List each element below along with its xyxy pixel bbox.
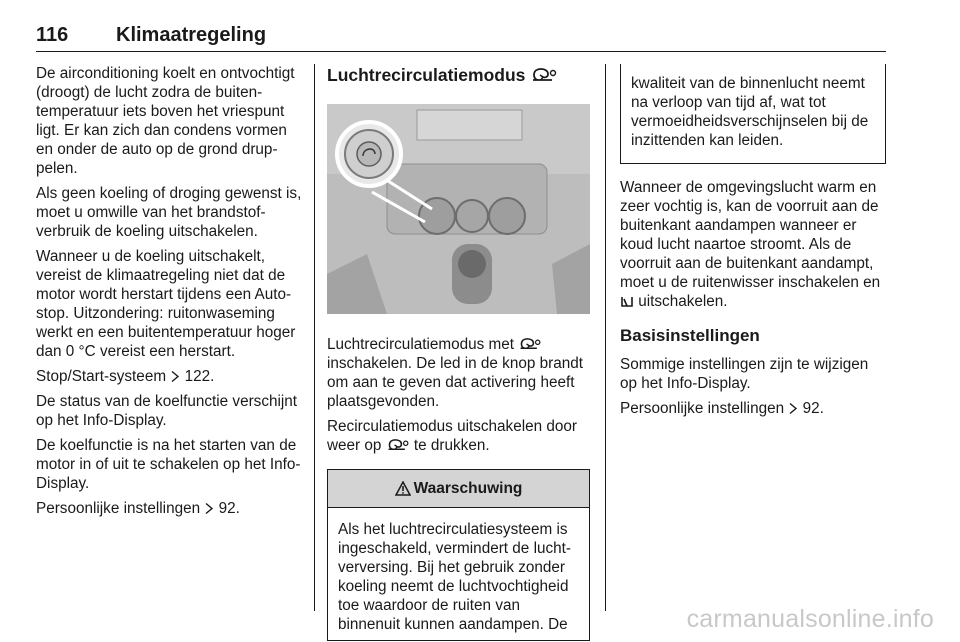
cross-reference-personal-settings[interactable] (36, 499, 302, 518)
watermark-text: carmanualsonline.info (686, 605, 934, 633)
ref-page: 122. (184, 368, 215, 385)
ref-page: 92. (218, 500, 240, 517)
paragraph-part: Recirculatiemodus uitschakelen door weer op (327, 418, 577, 454)
ref-page: 92. (802, 400, 824, 417)
page-reference-arrow-icon (170, 370, 180, 383)
warning-title: Waarschuwing (413, 480, 523, 497)
paragraph-part: inschakelen. De led in de knop brandt om aan te geven dat activering heeft plaatsgevonden. (327, 355, 583, 410)
header-rule (36, 51, 886, 52)
section-heading: Basisinstellingen (620, 326, 760, 345)
recirculation-icon (518, 337, 542, 351)
windscreen-wiper-icon (620, 295, 634, 308)
paragraph-part: Wanneer de omgevingslucht warm en zeer vochtig is, kan de voorruit aan de buitenkant aandampen wanneer er koud lucht naartoe stroomt. Als de voorruit aan de buitenkant aandampt, moet u de ruitenwisser inschakelen en (620, 179, 881, 291)
ref-label: Persoonlijke instellingen (620, 400, 785, 417)
page-reference-arrow-icon (204, 502, 214, 515)
paragraph: De airconditioning koelt en ontvochtigt (droogt) de lucht zodra de buitentemperatuur iets boven het vriespunt ligt. Er kan zich dan condens vormen en onder de auto op de grond druppelen. (36, 65, 295, 177)
paragraph-part: Luchtrecirculatiemodus met (327, 336, 515, 353)
paragraph: Wanneer u de koeling uitschakelt, vereist de klimaatregeling niet dat de motor wordt herstart tijdens een Auto-stop. Uitzondering: ruitonwaseming werkt en een buitentemperatuur hoger dan 0 °C vereist een herstart. (36, 248, 296, 360)
cross-reference-personal-settings[interactable] (620, 399, 886, 418)
page-reference-arrow-icon (788, 402, 798, 415)
warning-triangle-icon (395, 481, 411, 496)
paragraph: Als geen koeling of droging gewenst is, moet u omwille van het brandstofverbruik de koeling uitschakelen. (36, 185, 302, 240)
warning-text-continued: kwaliteit van de binnenlucht neemt na verloop van tijd af, wat tot vermoeidheidsverschijnselen bij de inzittenden kan leiden. (631, 75, 869, 149)
climate-control-panel-illustration (327, 104, 590, 314)
recirculation-icon (386, 438, 410, 452)
column-divider-2 (605, 64, 606, 611)
page-header (36, 24, 886, 50)
column-divider-1 (314, 64, 315, 611)
paragraph-part: uitschakelen. (638, 293, 728, 310)
paragraph: Sommige instellingen zijn te wijzigen op het Info-Display. (620, 356, 869, 392)
ref-label: Persoonlijke instellingen (36, 500, 201, 517)
section-heading-text: Luchtrecirculatiemodus (327, 65, 526, 85)
paragraph: De status van de koelfunctie verschijnt op het Info-Display. (36, 393, 298, 429)
cross-reference-stop-start[interactable] (36, 367, 302, 386)
section-heading (327, 64, 592, 86)
recirculation-icon (530, 67, 558, 83)
page-title: Klimaatregeling (116, 24, 267, 46)
warning-box (327, 469, 590, 641)
paragraph: De koelfunctie is na het starten van de motor in of uit te schakelen op het Info-Display. (36, 437, 301, 492)
column-2 (327, 64, 592, 641)
column-1 (36, 64, 302, 524)
warning-text: Als het luchtrecirculatiesysteem is ingeschakeld, vermindert de luchtverversing. Bij het gebruik zonder koeling neemt de luchtvochtigheid toe waardoor de ruiten van binnenuit kunnen aandampen. De (338, 521, 571, 633)
page-number: 116 (36, 24, 69, 46)
warning-header (328, 470, 589, 508)
warning-box-continued (620, 64, 886, 164)
paragraph-part: te drukken. (413, 437, 490, 454)
ref-label: Stop/Start-systeem (36, 368, 167, 385)
column-3 (620, 64, 886, 424)
